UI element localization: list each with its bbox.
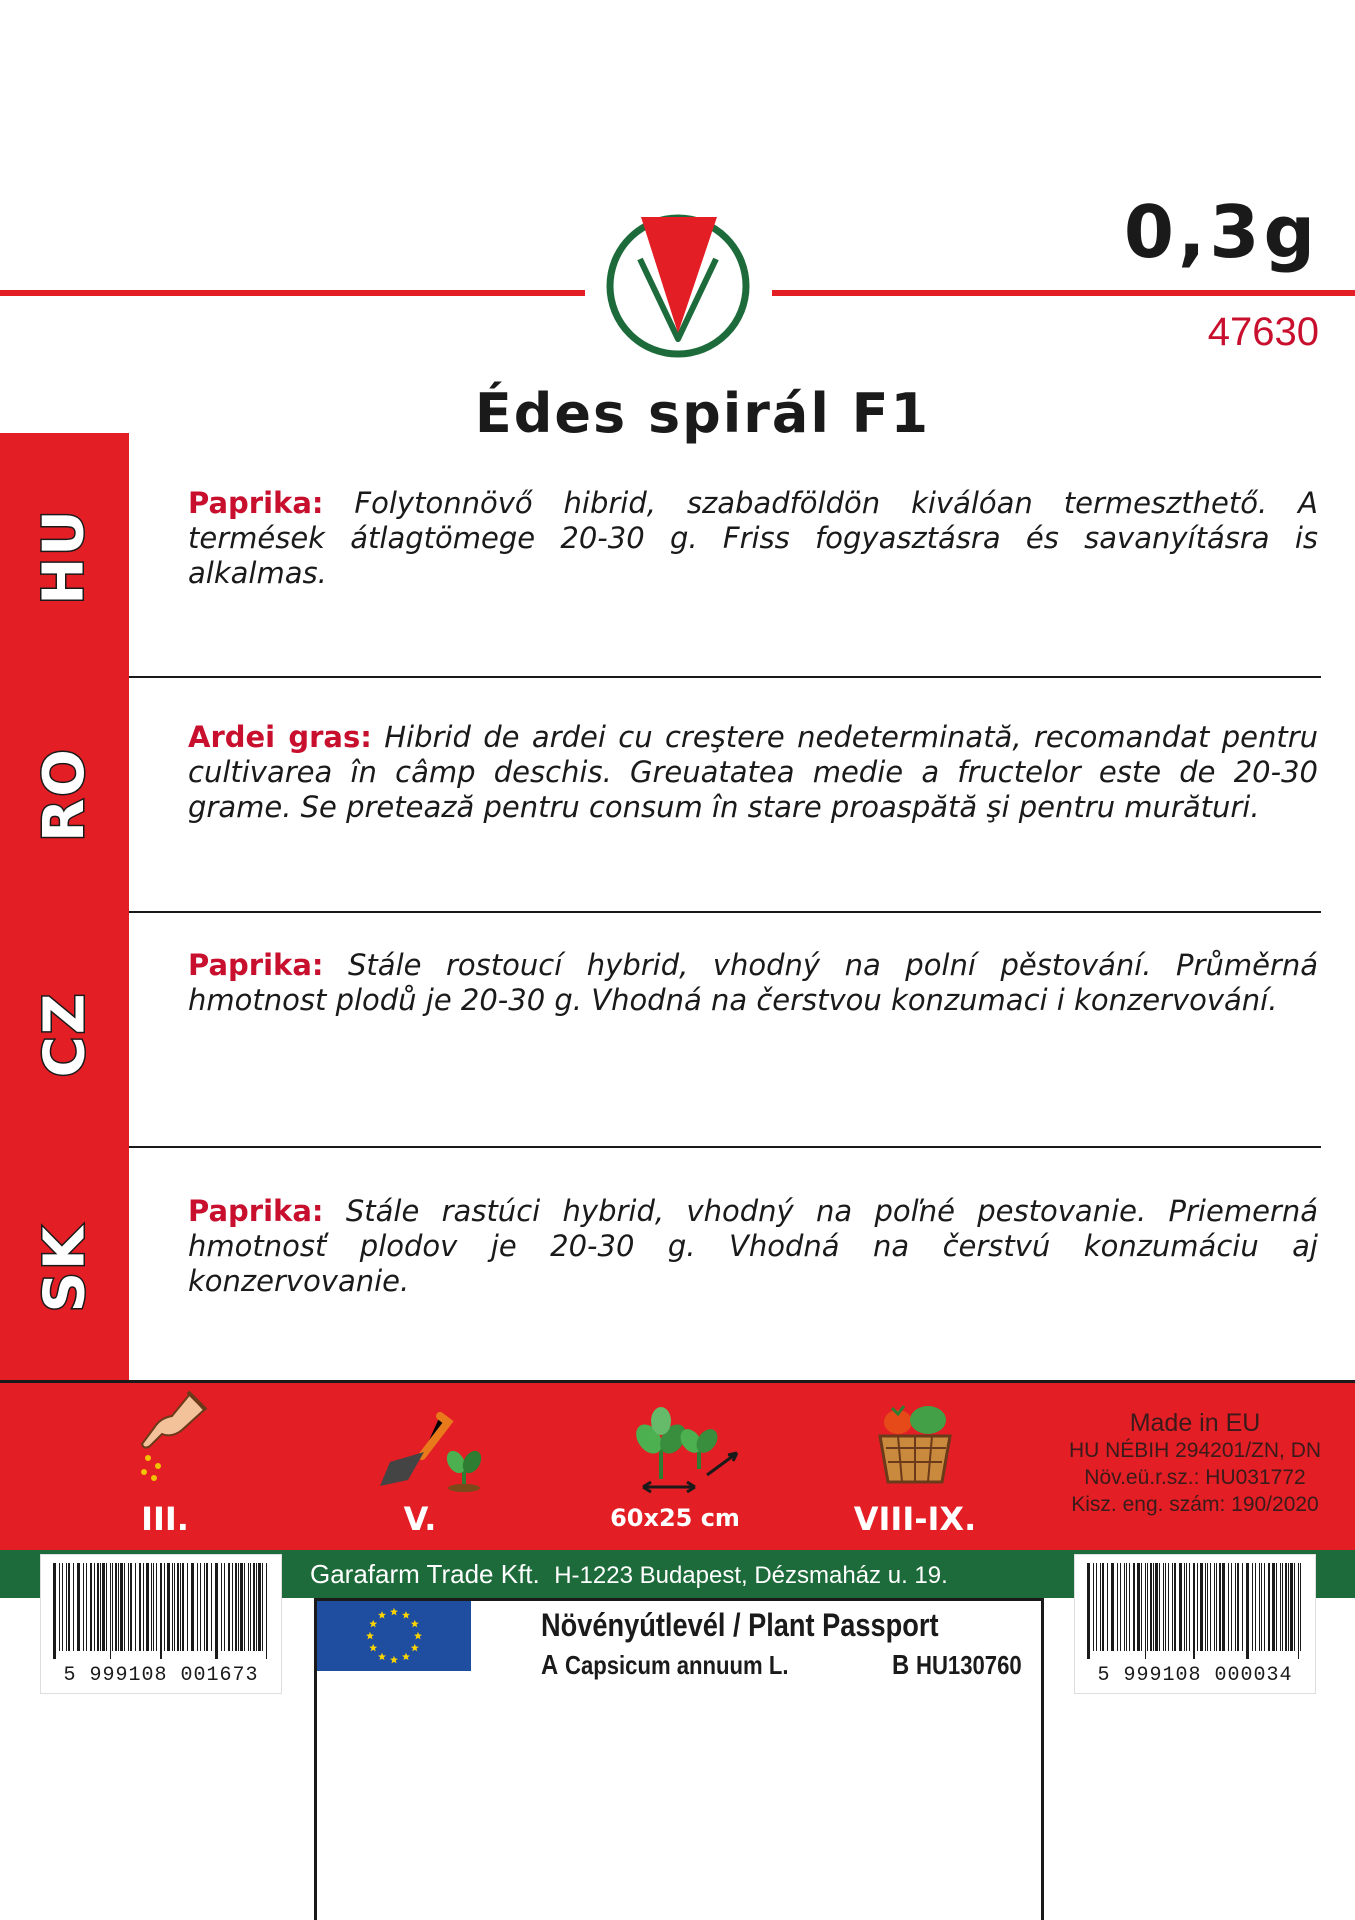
barcode-bar	[160, 1563, 162, 1659]
barcode-bar	[83, 1563, 84, 1651]
product-title: Édes spirál F1	[474, 382, 931, 445]
description-sk	[188, 1194, 1318, 1299]
planting-label: V.	[403, 1500, 437, 1538]
barcode-bar	[1093, 1563, 1094, 1651]
barcode-bar	[146, 1563, 149, 1651]
barcode-bar	[204, 1563, 205, 1651]
barcode-bar	[1205, 1563, 1206, 1651]
barcode-bar	[266, 1563, 267, 1659]
barcode-bar	[153, 1563, 154, 1651]
barcode-number: 5 999108 001673	[63, 1664, 259, 1687]
origin-line-2: Növ.eü.r.sz.: HU031772	[1084, 1466, 1306, 1489]
barcode-bar	[224, 1563, 225, 1651]
barcode-bar	[1235, 1563, 1236, 1651]
barcode-bar	[1210, 1563, 1211, 1651]
barcode-bar	[128, 1563, 129, 1651]
barcode-bar	[197, 1563, 198, 1651]
barcode-bar	[1189, 1563, 1190, 1651]
barcode-bar	[112, 1563, 113, 1651]
barcode-bar	[86, 1563, 87, 1651]
barcode-bar	[139, 1563, 141, 1651]
barcode-bar	[174, 1563, 175, 1651]
product-code: 47630	[1207, 310, 1319, 354]
description-label: Ardei gras:	[188, 720, 372, 754]
barcode-bar	[59, 1563, 60, 1651]
barcode-bar	[1280, 1563, 1281, 1651]
plant-passport	[314, 1598, 1044, 1920]
barcode-bar	[1087, 1563, 1090, 1659]
barcode-bar	[182, 1563, 184, 1651]
barcode-bar	[1186, 1563, 1187, 1651]
barcode-bar	[90, 1563, 92, 1651]
barcode-bar	[124, 1563, 125, 1651]
barcode-bar	[200, 1563, 201, 1651]
barcode-bar	[1137, 1563, 1140, 1651]
description-label: Paprika:	[188, 948, 324, 982]
barcode-bar	[1124, 1563, 1125, 1651]
barcode-bar	[143, 1563, 144, 1651]
barcode-bar	[73, 1563, 74, 1651]
barcode-bar	[206, 1563, 208, 1651]
barcode-bar	[248, 1563, 249, 1651]
eu-flag-icon	[317, 1601, 471, 1671]
barcode-bar	[1145, 1563, 1146, 1659]
barcode-bar	[1193, 1563, 1195, 1659]
barcode-bar	[102, 1563, 105, 1651]
barcode-bar	[1237, 1563, 1239, 1651]
barcode-bar	[1096, 1563, 1097, 1651]
package-weight: 0,3g	[1123, 190, 1319, 274]
barcode-bar	[187, 1563, 188, 1651]
barcode-bar	[1290, 1563, 1293, 1651]
trowel-seedling-icon	[378, 1412, 488, 1494]
barcode-bar	[97, 1563, 99, 1651]
barcode-bar	[1219, 1563, 1221, 1651]
barcode-bar	[151, 1563, 152, 1651]
barcode-bar	[1200, 1563, 1203, 1651]
barcode-bar	[238, 1563, 239, 1651]
barcode-bar	[1197, 1563, 1198, 1651]
barcode-bar	[115, 1563, 117, 1651]
barcode-bar	[1184, 1563, 1185, 1651]
description-text: Stále rastúci hybrid, vhodný na poľné pestovanie. Priemerná hmotnosť plodov je 20-30 g. Vhodná na čerstvú konzumáciu aj konzervovanie.	[188, 1194, 1318, 1298]
description-ro	[188, 720, 1318, 825]
barcode-bar	[1165, 1563, 1166, 1651]
barcode-bar	[1133, 1563, 1135, 1651]
description-cz	[188, 948, 1318, 1018]
barcode-bar	[221, 1563, 222, 1651]
barcode-bar	[228, 1563, 230, 1651]
barcode-bar	[1259, 1563, 1260, 1651]
barcode-bar	[100, 1563, 101, 1651]
description-label: Paprika:	[188, 486, 324, 520]
passport-key-a: A	[541, 1649, 559, 1680]
description-label: Paprika:	[188, 1194, 324, 1228]
barcode-bar	[1216, 1563, 1217, 1651]
brand-logo-icon	[603, 211, 753, 361]
language-code-cz: CZ	[31, 991, 97, 1077]
barcode-bar	[211, 1563, 212, 1651]
company-info	[310, 1559, 948, 1590]
origin-line-1: HU NÉBIH 294201/ZN, DN	[1068, 1439, 1322, 1462]
company-address: H-1223 Budapest, Dézsmaház u. 19.	[554, 1562, 948, 1589]
barcode-bar	[244, 1563, 245, 1651]
plant-spacing-icon	[633, 1403, 743, 1493]
barcode-bar	[253, 1563, 255, 1651]
barcode-bar	[53, 1563, 56, 1659]
barcode-bar	[1102, 1563, 1104, 1651]
barcode-bar	[66, 1563, 67, 1651]
barcode-bar	[1272, 1563, 1275, 1651]
company-name: Garafarm Trade Kft.	[310, 1559, 540, 1589]
barcode-bar	[1276, 1563, 1277, 1651]
barcode-bar	[1231, 1563, 1232, 1651]
description-text: Hibrid de ardei cu creştere nedeterminată, recomandat pentru cultivarea în câmp deschis. Greuatatea medie a fructelor este de 20-30 grame. Se pretează pentru consum în stare proaspătă şi pentru murături.	[188, 720, 1319, 824]
barcode-bar	[135, 1563, 136, 1651]
barcode-bar	[167, 1563, 170, 1651]
made-in-label: Made in EU	[1129, 1409, 1261, 1437]
barcode-bar	[130, 1563, 132, 1651]
barcode-bar	[1126, 1563, 1127, 1651]
barcode-bar	[1129, 1563, 1130, 1651]
barcode-bar	[1159, 1563, 1160, 1651]
barcode-bar	[62, 1563, 63, 1651]
barcode-bar	[1168, 1563, 1169, 1651]
barcode-bar	[1117, 1563, 1118, 1651]
barcode-bar	[120, 1563, 123, 1651]
barcode-bar	[1214, 1563, 1215, 1651]
barcode-bar	[106, 1563, 107, 1651]
barcode-bar	[1246, 1563, 1249, 1659]
barcode-bar	[1155, 1563, 1158, 1651]
barcode-bar	[1282, 1563, 1283, 1651]
barcode-bar	[1261, 1563, 1262, 1651]
barcode-bar	[1300, 1563, 1301, 1651]
barcode-bar	[1153, 1563, 1154, 1651]
section-divider	[129, 911, 1321, 913]
section-divider	[129, 676, 1321, 678]
barcode-bar	[180, 1563, 181, 1651]
barcode-bar	[258, 1563, 261, 1651]
barcode-bar	[177, 1563, 179, 1651]
language-code-ro: RO	[31, 746, 97, 842]
barcode-bar	[1150, 1563, 1152, 1651]
barcode-bars	[1085, 1563, 1305, 1659]
barcode-bar	[1294, 1563, 1295, 1651]
barcode-bar	[1111, 1563, 1114, 1651]
header-rule-left	[0, 290, 585, 296]
barcode-bar	[1179, 1563, 1182, 1651]
harvest-basket-icon	[872, 1400, 958, 1488]
barcode-bar	[1174, 1563, 1176, 1651]
barcode-bar	[68, 1563, 70, 1651]
barcode-bar	[118, 1563, 119, 1651]
description-text: Stále rostoucí hybrid, vhodný na polní pěstování. Průměrná hmotnost plodů je 20-30 g. Vhodná na čerstvou konzumaci i konzervování.	[188, 948, 1318, 1017]
barcode-bar	[77, 1563, 80, 1651]
barcode-bar	[1107, 1563, 1108, 1651]
barcode-bar	[1141, 1563, 1142, 1651]
barcode-bar	[1120, 1563, 1121, 1651]
origin-info	[1055, 1410, 1335, 1518]
barcode-bars	[51, 1563, 271, 1659]
hand-sowing-icon	[132, 1388, 212, 1488]
barcode-bar	[1163, 1563, 1164, 1651]
description-hu	[188, 486, 1318, 591]
section-divider	[129, 1146, 1321, 1148]
barcode-bar	[1255, 1563, 1256, 1651]
barcode-bar	[1242, 1563, 1243, 1651]
barcode-bar	[1172, 1563, 1173, 1651]
barcode-bar	[1207, 1563, 1208, 1651]
barcode-bar	[1268, 1563, 1270, 1651]
barcode-bar	[1100, 1563, 1101, 1651]
passport-value-b: HU130760	[915, 1650, 1022, 1680]
sowing-label: III.	[141, 1500, 189, 1538]
barcode-bar	[164, 1563, 165, 1651]
passport-title: Növényútlevél / Plant Passport	[541, 1607, 939, 1643]
barcode-bar	[110, 1563, 111, 1659]
barcode-bar	[215, 1563, 218, 1659]
barcode-bar	[1298, 1563, 1299, 1659]
barcode-number: 5 999108 000034	[1097, 1664, 1293, 1687]
barcode-bar	[191, 1563, 194, 1651]
barcode-bar	[232, 1563, 233, 1651]
barcode-bar	[240, 1563, 243, 1651]
language-code-hu: HU	[32, 507, 97, 605]
barcode-left	[40, 1554, 282, 1694]
barcode-bar	[256, 1563, 257, 1651]
barcode-bar	[250, 1563, 251, 1651]
barcode-bar	[1288, 1563, 1289, 1651]
passport-field-b	[892, 1649, 1022, 1681]
barcode-bar	[172, 1563, 173, 1651]
barcode-bar	[156, 1563, 157, 1651]
description-text: Folytonnövő hibrid, szabadföldön kiválóan termeszthető. A termések átlagtömege 20-30 g. Friss fogyasztásra és savanyításra is alkalmas.	[188, 486, 1318, 590]
barcode-bar	[262, 1563, 263, 1651]
barcode-bar	[1285, 1563, 1287, 1651]
passport-value-a: Capsicum annuum L.	[564, 1650, 789, 1680]
barcode-bar	[1228, 1563, 1229, 1651]
origin-line-3: Kisz. eng. szám: 190/2020	[1071, 1493, 1319, 1516]
barcode-bar	[1252, 1563, 1253, 1651]
language-code-sk: SK	[31, 1224, 97, 1312]
barcode-right	[1074, 1554, 1316, 1694]
spacing-label: 60x25 cm	[610, 1504, 740, 1532]
harvest-label: VIII-IX.	[853, 1500, 977, 1538]
barcode-bar	[235, 1563, 237, 1651]
barcode-bar	[1222, 1563, 1225, 1651]
barcode-bar	[1264, 1563, 1265, 1651]
passport-field-a	[541, 1649, 788, 1681]
passport-key-b: B	[892, 1649, 910, 1680]
barcode-bar	[94, 1563, 95, 1651]
barcode-bar	[1147, 1563, 1148, 1651]
header-rule-right	[772, 290, 1355, 296]
